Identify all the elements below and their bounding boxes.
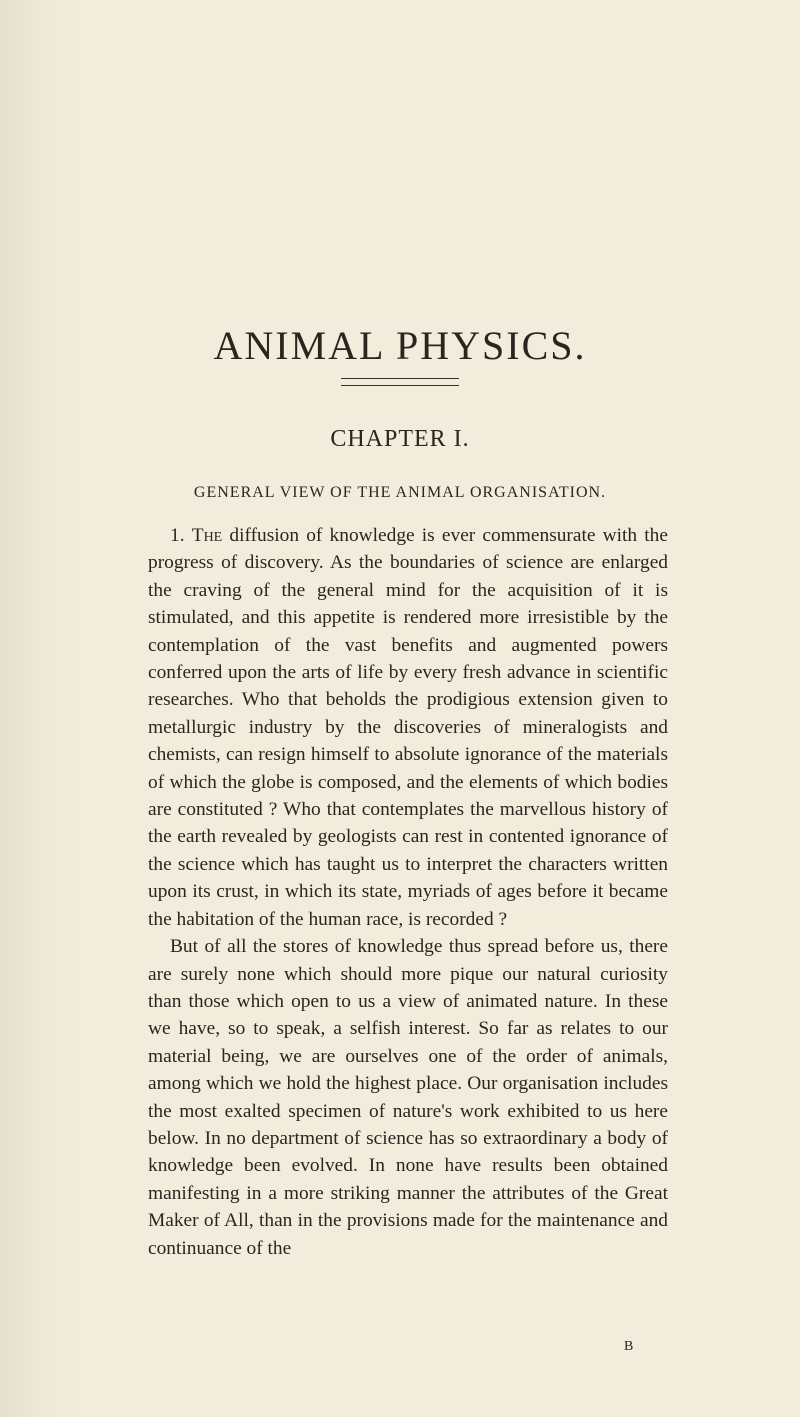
chapter-heading: CHAPTER I. <box>330 426 470 452</box>
paragraph-number: 1. <box>170 525 185 546</box>
signature-mark: B <box>624 1339 634 1354</box>
double-rule-divider <box>341 378 459 386</box>
book-title: ANIMAL PHYSICS. <box>213 323 587 368</box>
body-text <box>148 522 668 1262</box>
paragraph-1-text: diffusion of knowledge is ever commensurate with the progress of discovery. As the boundaries of science are enlarged the craving of the general mind for the acquisition of it is stimulated, and this appetite is rendered more irresistible by the contemplation of the vast benefits and augmented powers conferred upon the arts of life by every fresh advance in scientific researches. Who that beholds the prodigious extension given to metallurgic industry by the discoveries of mineralogists and chemists, can resign himself to absolute ignorance of the materials of which the globe is composed, and the elements of which bodies are constituted ? Who that contemplates the marvellous history of the earth revealed by geologists can rest in contented ignorance of the science which has taught us to interpret the characters written upon its crust, in which its state, myriads of ages before it became the habitation of the human race, is recorded ? <box>148 525 668 930</box>
paragraph-lead-word: The <box>191 525 223 546</box>
paragraph-1 <box>148 522 668 933</box>
paragraph-2: But of all the stores of knowledge thus spread before us, there are surely none which should more pique our natural curiosity than those which open to us a view of animated nature. In these we have, so to speak, a selfish interest. So far as relates to our material being, we are ourselves one of the order of animals, among which we hold the highest place. Our organisation includes the most exalted specimen of nature's work exhibited to us here below. In no department of science has so extraordinary a body of knowledge been evolved. In none have results been obtained manifesting in a more striking manner the attributes of the Great Maker of All, than in the provisions made for the maintenance and continuance of the <box>148 936 668 1259</box>
chapter-subtitle: GENERAL VIEW OF THE ANIMAL ORGANISATION. <box>193 484 607 501</box>
